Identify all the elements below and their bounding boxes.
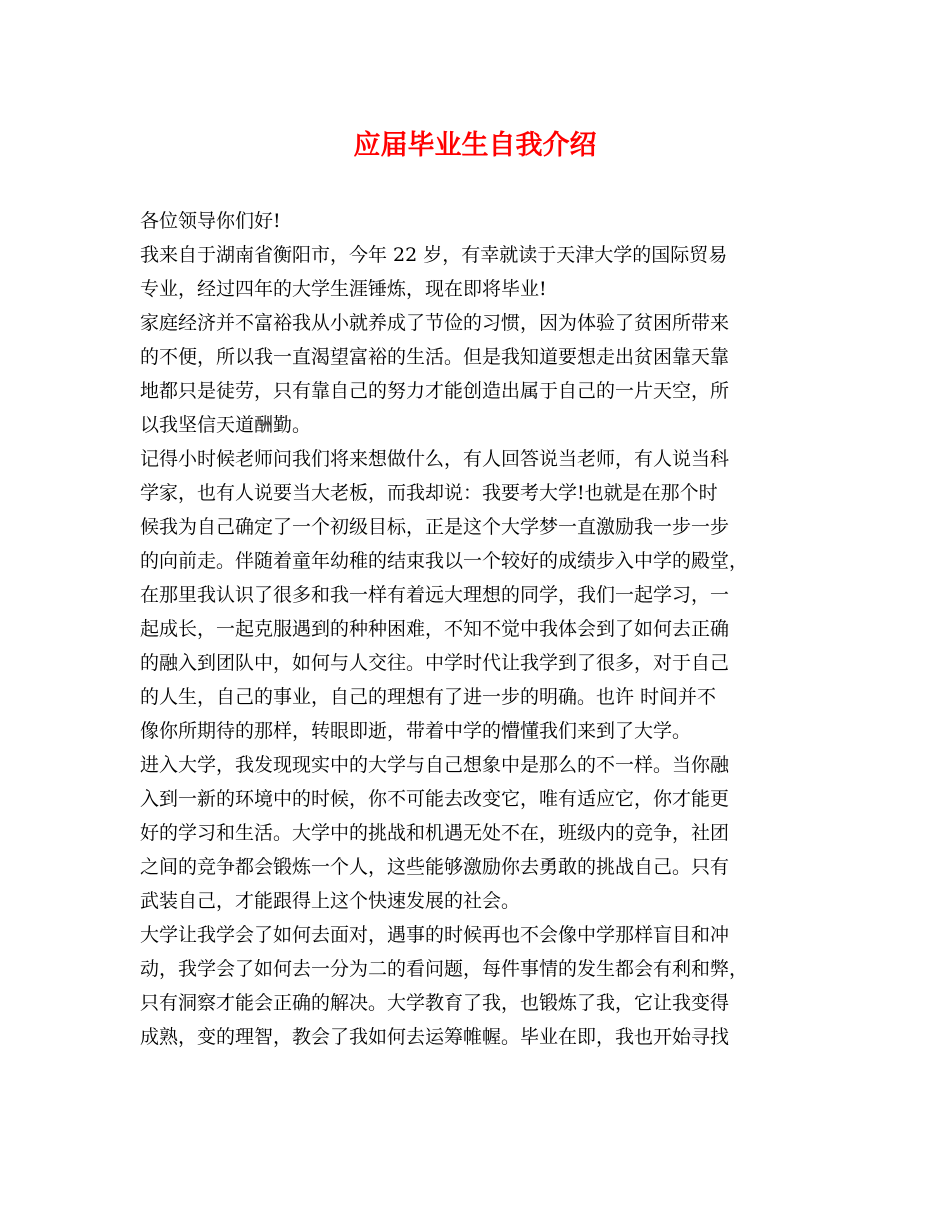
- text-line: 记得小时候老师问我们将来想做什么，有人回答说当老师，有人说当科: [140, 448, 730, 470]
- text-line: 武装自己，才能跟得上这个快速发展的社会。: [140, 890, 521, 912]
- text-line: 的不便，所以我一直渴望富裕的生活。但是我知道要想走出贫困靠天靠: [140, 346, 730, 368]
- text-line: 候我为自己确定了一个初级目标，正是这个大学梦一直激励我一步一步: [140, 516, 730, 538]
- text-line: 学家，也有人说要当大老板，而我却说：我要考大学!也就是在那个时: [140, 482, 718, 504]
- document-title: 应届毕业生自我介绍: [353, 130, 597, 161]
- text-line: 之间的竞争都会锻炼一个人，这些能够激励你去勇敢的挑战自己。只有: [140, 856, 730, 878]
- text-line: 的融入到团队中，如何与人交往。中学时代让我学到了很多，对于自己: [140, 652, 730, 674]
- text-line: 的人生，自己的事业，自己的理想有了进一步的明确。也许 时间并不: [140, 686, 717, 708]
- text-line: 只有洞察才能会正确的解决。大学教育了我，也锻炼了我，它让我变得: [140, 992, 730, 1014]
- document-body: [140, 204, 820, 1054]
- text-line: 起成长，一起克服遇到的种种困难，不知不觉中我体会到了如何去正确: [140, 618, 730, 640]
- text-line: 专业，经过四年的大学生涯锤炼，现在即将毕业!: [140, 278, 547, 300]
- text-line: 家庭经济并不富裕我从小就养成了节俭的习惯，因为体验了贫困所带来: [140, 312, 730, 334]
- text-line: 好的学习和生活。大学中的挑战和机遇无处不在，班级内的竞争，社团: [140, 822, 730, 844]
- text-line: 在那里我认识了很多和我一样有着远大理想的同学，我们一起学习，一: [140, 584, 730, 606]
- text-line: 动，我学会了如何去一分为二的看问题，每件事情的发生都会有利和弊，: [140, 958, 749, 980]
- text-line: 我来自于湖南省衡阳市，今年 22 岁，有幸就读于天津大学的国际贸易: [140, 244, 728, 266]
- text-line: 大学让我学会了如何去面对，遇事的时候再也不会像中学那样盲目和冲: [140, 924, 730, 946]
- text-line: 像你所期待的那样，转眼即逝，带着中学的懵懂我们来到了大学。: [140, 720, 692, 742]
- text-line: 的向前走。伴随着童年幼稚的结束我以一个较好的成绩步入中学的殿堂，: [140, 550, 749, 572]
- text-line: 地都只是徒劳，只有靠自己的努力才能创造出属于自己的一片天空，所: [140, 380, 730, 402]
- text-line: 以我坚信天道酬勤。: [140, 414, 312, 436]
- text-line: 入到一新的环境中的时候，你不可能去改变它，唯有适应它，你才能更: [140, 788, 730, 810]
- text-line: 进入大学，我发现现实中的大学与自己想象中是那么的不一样。当你融: [140, 754, 730, 776]
- text-line: 成熟，变的理智，教会了我如何去运筹帷幄。毕业在即，我也开始寻找: [140, 1026, 730, 1048]
- text-line: 各位领导你们好!: [140, 210, 281, 232]
